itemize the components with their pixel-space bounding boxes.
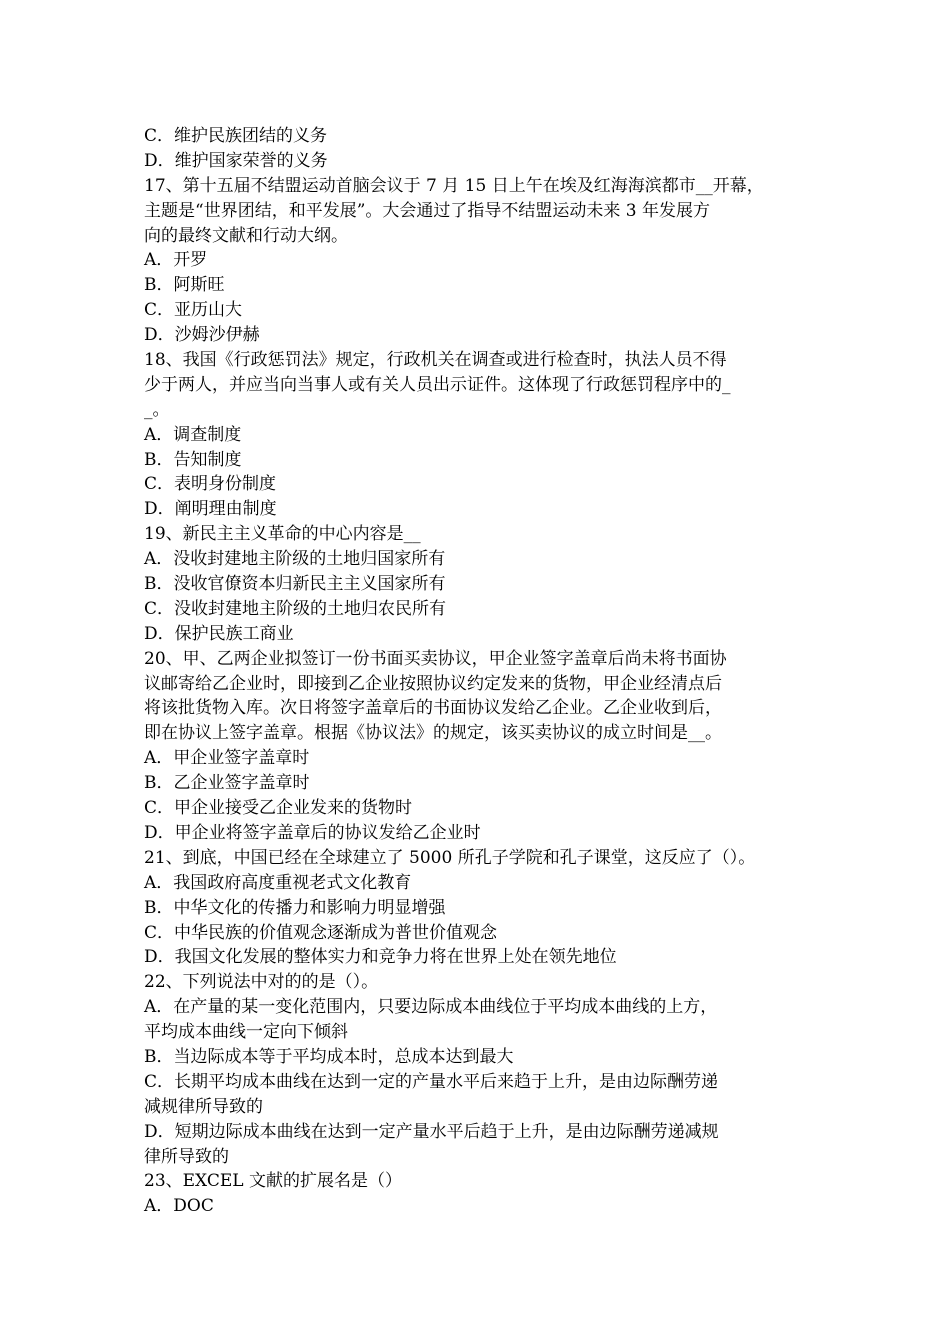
option-line: A．开罗 [144, 250, 208, 271]
option-line: C．没收封建地主阶级的土地归农民所有 [144, 598, 447, 619]
option-line: C．中华民族的价值观念逐渐成为普世价值观念 [144, 922, 498, 943]
option-line: A．在产量的某一变化范围内，只要边际成本曲线位于平均成本曲线的上方， [144, 997, 718, 1018]
option-line: C．亚历山大 [144, 300, 243, 321]
question-line: 将该批货物入库。次日将签字盖章后的书面协议发给乙企业。乙企业收到后， [144, 698, 722, 719]
option-line: D．沙姆沙伊赫 [144, 325, 260, 346]
option-line: D．甲企业将签字盖章后的协议发给乙企业时 [144, 822, 481, 843]
option-line: B．没收官僚资本归新民主主义国家所有 [144, 574, 446, 595]
question-line: 20、甲、乙两企业拟签订一份书面买卖协议，甲企业签字盖章后尚未将书面协 [144, 648, 727, 669]
option-line: 律所导致的 [144, 1146, 229, 1167]
question-line: 19、新民主主义革命的中心内容是__ [144, 524, 421, 545]
option-line: B．中华文化的传播力和影响力明显增强 [144, 897, 446, 918]
question-line: 23、EXCEL 文献的扩展名是（） [144, 1171, 402, 1192]
option-line: A．没收封建地主阶级的土地归国家所有 [144, 549, 446, 570]
option-line: A．DOC [144, 1196, 214, 1217]
question-line: 17、第十五届不结盟运动首脑会议于 7 月 15 日上午在埃及红海海滨都市__开幕， [144, 175, 764, 196]
option-line: D．短期边际成本曲线在达到一定产量水平后趋于上升，是由边际酬劳递减规 [144, 1121, 719, 1142]
option-line: A．我国政府高度重视老式文化教育 [144, 872, 412, 893]
question-line: 议邮寄给乙企业时，即接到乙企业按照协议约定发来的货物，甲企业经清点后 [144, 673, 722, 694]
option-line: B．阿斯旺 [144, 275, 225, 296]
option-line: C．甲企业接受乙企业发来的货物时 [144, 798, 413, 819]
question-line: _。 [144, 399, 170, 420]
question-line: 主题是“世界团结，和平发展”。大会通过了指导不结盟运动未来 3 年发展方 [144, 200, 711, 221]
option-line: C．长期平均成本曲线在达到一定的产量水平后来趋于上升，是由边际酬劳递 [144, 1071, 719, 1092]
option-line: B．告知制度 [144, 449, 242, 470]
option-line: D．保护民族工商业 [144, 623, 294, 644]
question-line: 21、到底，中国已经在全球建立了 5000 所孔子学院和孔子课堂，这反应了（）。 [144, 847, 756, 868]
option-line: 减规律所导致的 [144, 1096, 263, 1117]
option-line: 平均成本曲线一定向下倾斜 [144, 1022, 348, 1043]
option-line: D．阐明理由制度 [144, 499, 277, 520]
question-line: 即在协议上签字盖章。根据《协议法》的规定，该买卖协议的成立时间是__。 [144, 723, 722, 744]
question-line: 22、下列说法中对的的是（）。 [144, 972, 379, 993]
option-line: A．甲企业签字盖章时 [144, 748, 310, 769]
question-line: 少于两人，并应当向当事人或有关人员出示证件。这体现了行政惩罚程序中的_ [144, 374, 731, 395]
option-line: C．表明身份制度 [144, 474, 277, 495]
option-line: B．乙企业签字盖章时 [144, 773, 310, 794]
option-line: A．调查制度 [144, 424, 242, 445]
document-body [144, 124, 816, 1219]
option-line: C．维护民族团结的义务 [144, 126, 328, 146]
option-line: D．维护国家荣誉的义务 [144, 150, 328, 171]
option-line: B．当边际成本等于平均成本时，总成本达到最大 [144, 1046, 514, 1067]
question-line: 18、我国《行政惩罚法》规定，行政机关在调查或进行检查时，执法人员不得 [144, 350, 727, 371]
question-line: 向的最终文献和行动大纲。 [144, 225, 348, 246]
option-line: D．我国文化发展的整体实力和竞争力将在世界上处在领先地位 [144, 947, 617, 968]
